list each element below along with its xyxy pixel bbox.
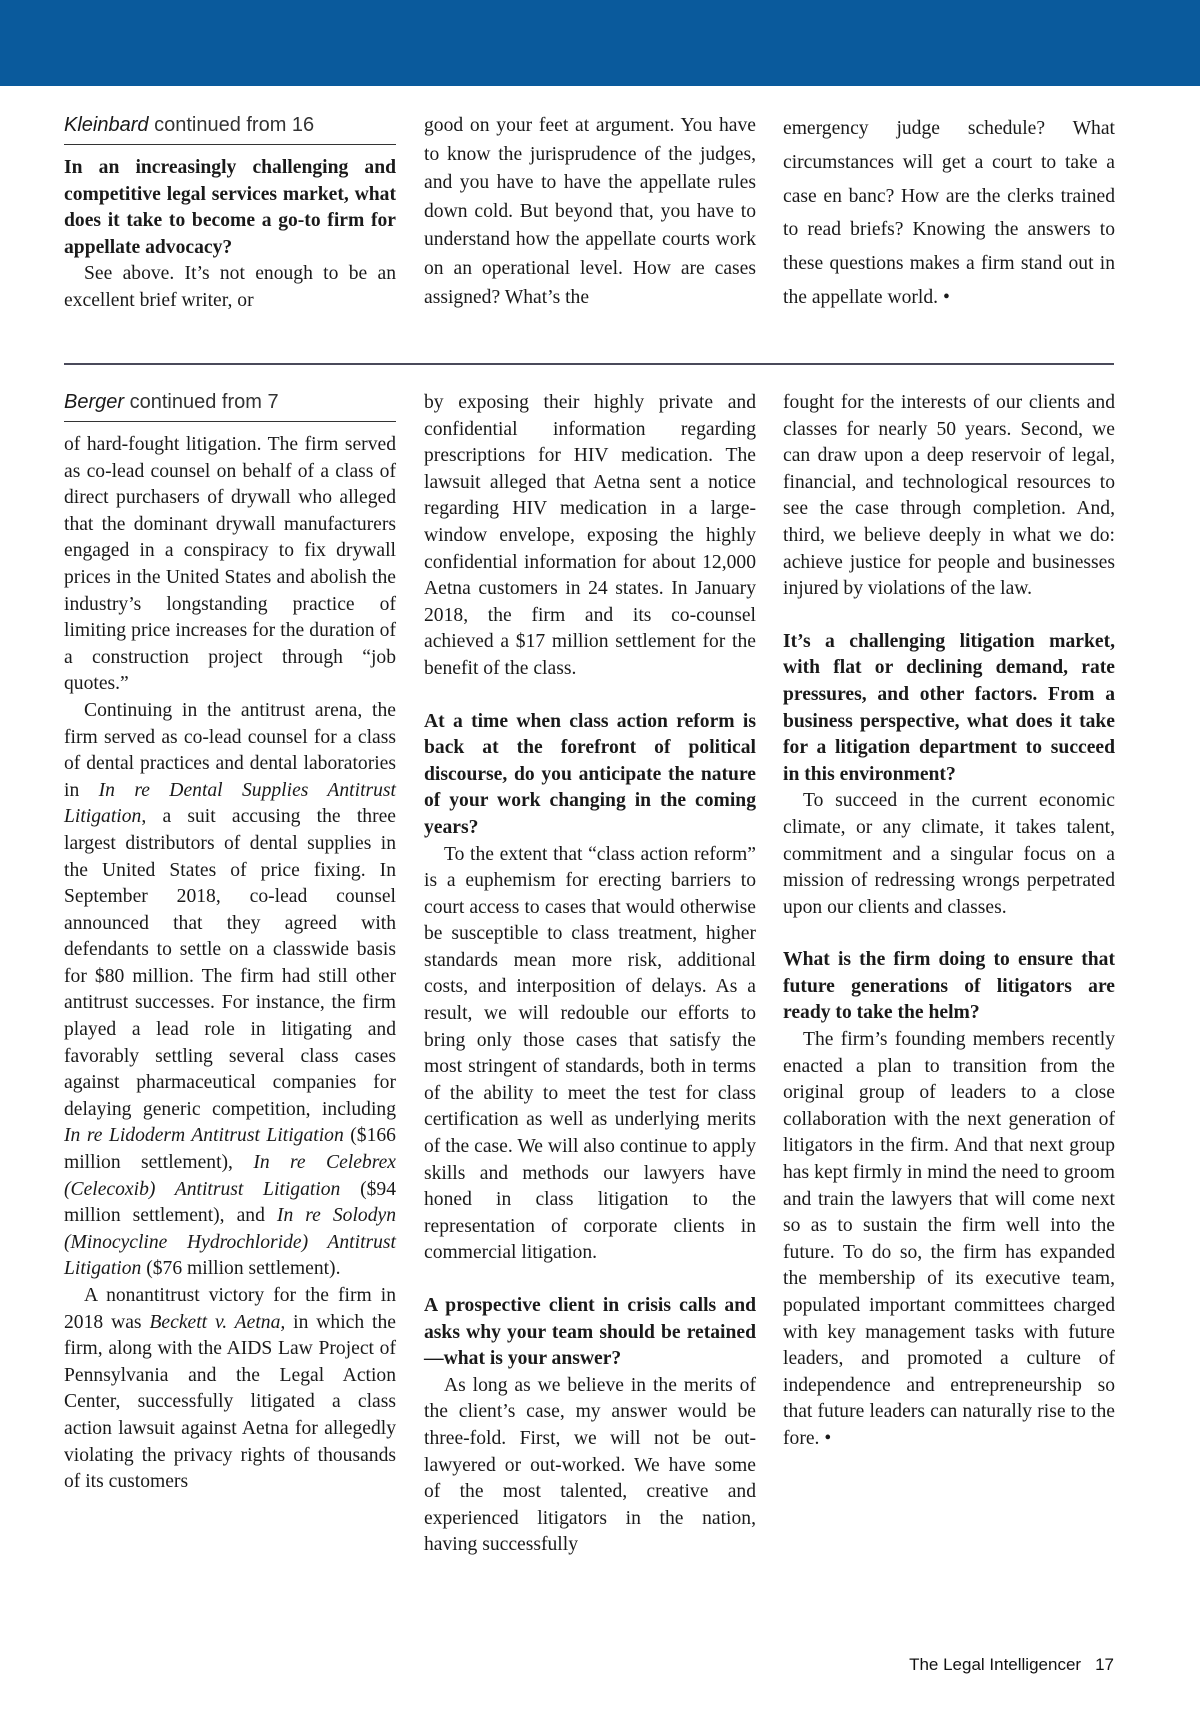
interview-answer: As long as we believe in the merits of the client’s case, my answer would be three-fold. First, we will not be out-lawyered or out-worked. We have some of the most talented, creative and experienced litigators in the nation, having successfully [424, 1374, 756, 1556]
page-footer [909, 1655, 1114, 1675]
berger-column-1 [64, 389, 396, 1496]
case-name: In re Lidoderm Antitrust Litigation [64, 1125, 344, 1147]
body-paragraph: emergency judge schedule? What circumstances will get a court to take a case en banc? How are the clerks trained to read briefs? Knowing the answers to these questions makes a firm stand out in the appellate world. • [783, 118, 1115, 308]
interview-answer: To the extent that “class action reform” is a euphemism for erecting barriers to court access to cases that would otherwise be susceptible to class treatment, higher standards mean more risk, additional costs, and interposition of delays. As a result, we will redouble our efforts to bring only those cases that satisfy the most stringent of standards, both in terms of the ability to meet the test for class certification as well as underlying merits of the case. We will also continue to apply skills and methods our lawyers have honed in class litigation to the representation of corporate clients in commercial litigation. [424, 843, 756, 1264]
body-paragraph: of hard-fought litigation. The firm served as co-lead counsel on behalf of a class of direct purchasers of drywall who alleged that the dominant drywall manufacturers engaged in a conspiracy to fix drywall prices in the United States and abolish the industry’s longstanding practice of limiting price increases for the duration of a construction project through “job quotes.” [64, 434, 396, 695]
section-divider [64, 363, 1114, 365]
case-name: In re Solodyn (Minocycline Hydrochloride) Antitrust Litigation [64, 1205, 397, 1280]
interview-question: It’s a challenging litigation market, with flat or declining demand, rate pressures, and other factors. From a business perspective, what does it take for a litigation department to succeed in this environment? [783, 630, 1115, 785]
publication-name: The Legal Intelligencer [909, 1655, 1082, 1674]
continued-from-text: continued from 16 [154, 114, 315, 136]
continued-article-name: Kleinbard [64, 114, 149, 136]
continued-article-name: Berger [64, 391, 125, 413]
interview-question: What is the firm doing to ensure that future generations of litigators are ready to take the helm? [783, 949, 1115, 1024]
header-color-bar [0, 0, 1200, 86]
body-paragraph: by exposing their highly private and confidential information regarding prescriptions for HIV medication. The lawsuit alleged that Aetna sent a notice regarding HIV medication in a large-window envelope, exposing the highly confidential information for about 12,000 Aetna customers in 24 states. In January 2018, the firm and its co-counsel achieved a $17 million settlement for the benefit of the class. [424, 392, 756, 679]
body-paragraph: Continuing in the antitrust arena, the firm served as co-lead counsel for a class of dental practices and dental laboratories in In re Dental Supplies Antitrust Litigation, a suit accusing the three largest distributors of dental supplies in the United States of price fixing. In September 2018, co-lead counsel announced that they agreed with defendants to settle on a classwide basis for $80 million. The firm had still other antitrust successes. For instance, the firm played a lead role in litigating and favorably settling several class cases against pharmaceutical companies for delaying generic competition, including In re Lidoderm Antitrust Litigation ($166 million settlement), In re Celebrex (Celecoxib) Antitrust Litigation ($94 million settlement), and In re Solodyn (Minocycline Hydrochloride) Antitrust Litigation ($76 million settlement). [64, 699, 397, 1280]
kleinbard-column-1 [64, 112, 396, 315]
page-number: 17 [1095, 1655, 1114, 1674]
case-name: In re Dental Supplies Antitrust Litigation [64, 779, 397, 828]
body-paragraph: A nonantitrust victory for the firm in 2018 was Beckett v. Aetna, in which the firm, along with the AIDS Law Project of Pennsylvania and the Legal Action Center, successfully litigated a class action lawsuit against Aetna for allegedly violating the privacy rights of thousands of its customers [64, 1285, 396, 1493]
kleinbard-continued-label [64, 112, 396, 145]
berger-column-3 [783, 390, 1115, 1453]
kleinbard-column-2 [424, 112, 756, 312]
kleinbard-column-3 [783, 112, 1115, 315]
berger-column-2 [424, 390, 756, 1559]
interview-question: A prospective client in crisis calls and asks why your team should be retained—what is your answer? [424, 1295, 756, 1370]
body-paragraph: good on your feet at argument. You have to know the jurisprudence of the judges, and you have to have the appellate rules down cold. But beyond that, you have to understand how the appellate courts work on an operational level. How are cases assigned? What’s the [424, 115, 756, 308]
case-name: In re Celebrex (Celecoxib) Antitrust Litigation [64, 1152, 396, 1200]
continued-from-text: continued from 7 [129, 391, 279, 413]
interview-answer: See above. It’s not enough to be an excellent brief writer, or [64, 263, 396, 311]
interview-question: At a time when class action reform is back at the forefront of political discourse, do you anticipate the nature of your work changing in the coming years? [424, 710, 756, 838]
interview-answer: The firm’s founding members recently enacted a plan to transition from the original group of leaders to a close collaboration with the next generation of litigators in the firm. And that next group has kept firmly in mind the need to groom and train the lawyers that will come next so as to sustain the firm well into the future. To do so, the firm has expanded the membership of its executive team, populated important committees charged with key management tasks with future leaders, and promoted a culture of independence and entrepreneurship so that future leaders can naturally rise to the fore. • [783, 1029, 1115, 1449]
berger-continued-label [64, 389, 396, 422]
case-name: Beckett v. Aetna, [149, 1311, 286, 1333]
interview-question: In an increasingly challenging and competitive legal services market, what does it take to become a go-to firm for appellate advocacy? [64, 157, 396, 258]
interview-answer: To succeed in the current economic climate, or any climate, it takes talent, commitment and a singular focus on a mission of redressing wrongs perpetrated upon our clients and classes. [783, 790, 1115, 918]
body-paragraph: fought for the interests of our clients and classes for nearly 50 years. Second, we can draw upon a deep reservoir of legal, financial, and technological resources to see the case through completion. And, third, we believe deeply in what we do: achieve justice for people and businesses injured by violations of the law. [783, 392, 1115, 600]
